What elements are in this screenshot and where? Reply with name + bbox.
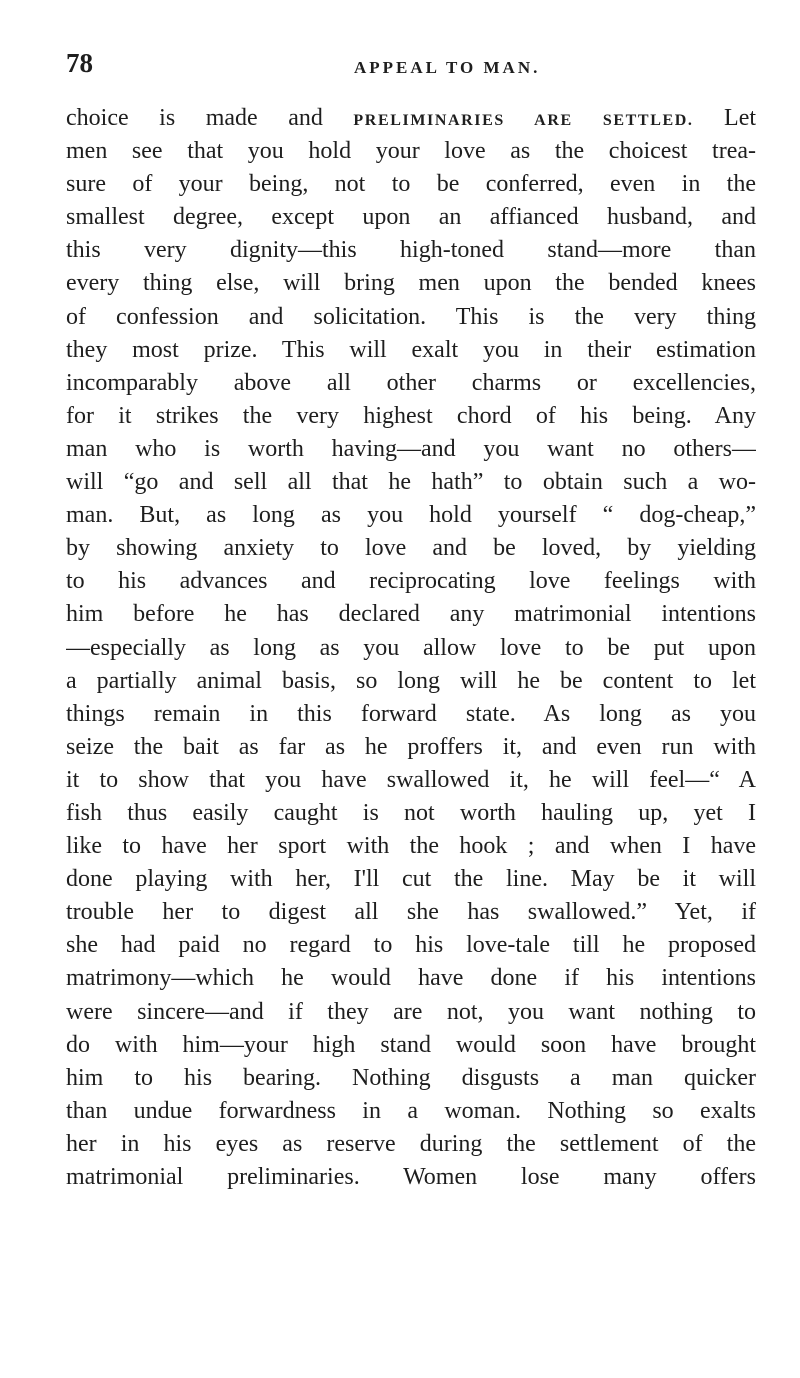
text-segment: choice is made and bbox=[66, 105, 323, 131]
text-line: a partially animal basis, so long will he be content to let bbox=[66, 667, 756, 694]
page-number: 78 bbox=[66, 48, 93, 78]
text-line: were sincere—and if they are not, you want nothing to bbox=[66, 998, 756, 1025]
text-line: him to his bearing. Nothing disgusts a man quicker bbox=[66, 1064, 756, 1091]
text-line: do with him—your high stand would soon have brought bbox=[66, 1031, 756, 1058]
text-line: fish thus easily caught is not worth hauling up, yet I bbox=[66, 799, 756, 826]
text-segment: Let bbox=[724, 105, 756, 131]
text-line: every thing else, will bring men upon the bended knees bbox=[66, 270, 756, 297]
text-line: things remain in this forward state. As long as you bbox=[66, 700, 756, 727]
running-head: APPEAL TO MAN. bbox=[354, 58, 541, 77]
text-line: seize the bait as far as he proffers it, and even run with bbox=[66, 733, 756, 760]
text-line: of confession and solicitation. This is the very thing bbox=[66, 303, 756, 330]
text-line: than undue forwardness in a woman. Nothing so exalts bbox=[66, 1097, 756, 1124]
text-line: this very dignity—this high-toned stand—more than bbox=[66, 237, 756, 264]
text-line: trouble her to digest all she has swallowed.” Yet, if bbox=[66, 899, 756, 926]
text-line: will “go and sell all that he hath” to obtain such a wo- bbox=[66, 469, 756, 496]
page-header bbox=[66, 48, 746, 84]
text-line: —especially as long as you allow love to be put upon bbox=[66, 634, 756, 661]
text-line: by showing anxiety to love and be loved, by yielding bbox=[66, 535, 756, 562]
text-line: incomparably above all other charms or excellencies, bbox=[66, 369, 756, 396]
text-line: men see that you hold your love as the choicest trea- bbox=[66, 138, 756, 165]
text-line: to his advances and reciprocating love feelings with bbox=[66, 568, 756, 595]
text-line: smallest degree, except upon an affianced husband, and bbox=[66, 204, 756, 231]
text-line: man who is worth having—and you want no others— bbox=[66, 435, 756, 462]
text-line: they most prize. This will exalt you in their estimation bbox=[66, 336, 756, 363]
text-line: done playing with her, I'll cut the line. May be it will bbox=[66, 866, 756, 893]
text-line: like to have her sport with the hook ; and when I have bbox=[66, 833, 756, 860]
text-line: she had paid no regard to his love-tale till he proposed bbox=[66, 932, 756, 959]
text-line: matrimony—which he would have done if his intentions bbox=[66, 965, 756, 992]
text-line: matrimonial preliminaries. Women lose many offers bbox=[66, 1164, 756, 1190]
small-caps-phrase: PRELIMINARIES ARE SETTLED. bbox=[353, 112, 694, 129]
text-line: him before he has declared any matrimonial intentions bbox=[66, 601, 756, 628]
body-text bbox=[66, 102, 756, 1194]
text-line: for it strikes the very highest chord of his being. Any bbox=[66, 402, 756, 429]
text-line: her in his eyes as reserve during the settlement of the bbox=[66, 1130, 756, 1157]
text-line: it to show that you have swallowed it, he will feel—“ A bbox=[66, 766, 756, 793]
text-line: man. But, as long as you hold yourself “ dog-cheap,” bbox=[66, 502, 756, 529]
text-line: sure of your being, not to be conferred, even in the bbox=[66, 171, 756, 198]
text-line bbox=[66, 102, 756, 135]
